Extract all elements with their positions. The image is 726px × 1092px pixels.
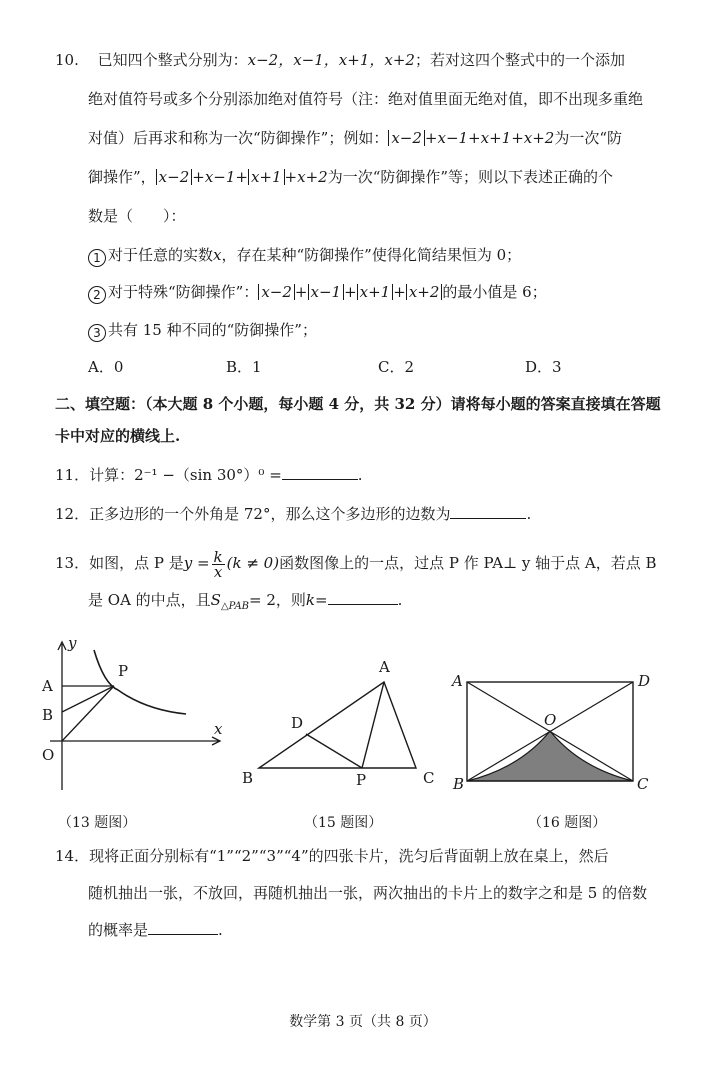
q10-line4 [88, 167, 613, 187]
figure-15-caption: （15 题图） [304, 815, 383, 831]
q10-statement-1 [88, 245, 521, 267]
period: . [218, 921, 223, 939]
q13-text: 函数图像上的一点，过点 P 作 PA⊥ y 轴于点 A，若点 B [279, 554, 657, 572]
q14-line3 [88, 920, 223, 940]
segment-bp [62, 686, 114, 712]
label-y: y [68, 634, 77, 652]
q10-text: 御操作”， [88, 168, 156, 186]
abs-expression: x−1 [308, 284, 345, 300]
q14-text: 现将正面分别标有“1”“2”“3”“4”的四张卡片，洗匀后背面朝上放在桌上，然后 [89, 847, 609, 865]
q12-text: 正多边形的一个外角是 72°，那么这个多边形的边数为 [89, 505, 451, 523]
q10-text: 已知四个整式分别为： [97, 51, 248, 69]
label-a: A [379, 658, 390, 676]
q10-statement-3 [88, 320, 317, 342]
plus-sign: + [344, 283, 357, 301]
abs-expression: x−2 [388, 130, 425, 146]
q12 [55, 504, 531, 524]
figure-15 [236, 650, 446, 800]
answer-blank[interactable] [328, 590, 398, 605]
label-a: A [42, 677, 53, 695]
answer-blank[interactable] [282, 465, 358, 480]
q14-line2: 随机抽出一张，不放回，再随机抽出一张，两次抽出的卡片上的数字之和是 5 的倍数 [88, 884, 648, 902]
q11 [55, 465, 363, 485]
abs-expression: x+2 [406, 284, 443, 300]
period: . [526, 505, 532, 523]
q12-number: 12． [55, 505, 90, 523]
q13-text: 是 OA 的中点，且 [88, 591, 211, 609]
label-b: B [242, 769, 254, 787]
q13-line2 [88, 590, 402, 617]
option-b: B．1 [226, 358, 262, 376]
section-heading: 二、填空题：（本大题 8 个小题，每小题 4 分，共 32 分）请将每小题的答案直接填在答题 [55, 395, 661, 413]
function-lhs: y = [183, 554, 210, 572]
hyperbola-curve [94, 650, 186, 714]
q10-text: ；若对这四个整式中的一个添加 [414, 51, 625, 69]
q13-number: 13． [55, 554, 90, 572]
statement-text: 的最小值是 6； [442, 283, 547, 301]
fraction-denominator: x [213, 562, 223, 581]
circled-number: 1 [88, 249, 106, 267]
period: . [357, 466, 363, 484]
abs-expression: x−2 [258, 284, 295, 300]
statement-text: ，存在某种“防御操作”使得化简结果恒为 0； [221, 246, 522, 264]
q10-line1 [55, 50, 625, 70]
figure-16 [448, 664, 663, 799]
circled-number: 3 [88, 324, 106, 342]
variable: x [213, 246, 222, 264]
label-b: B [453, 775, 465, 793]
label-d: D [638, 672, 651, 690]
label-b: B [42, 706, 54, 724]
q10-line2: 绝对值符号或多个分别添加绝对值符号（注：绝对值里面无绝对值，即不出现多重绝 [88, 90, 644, 108]
fraction-numerator: k [213, 547, 223, 566]
q10-text: 为一次“防御操作”等；则以下表述正确的个 [327, 168, 614, 186]
option-c: C．2 [378, 358, 415, 376]
abs-expression: x−2 [156, 169, 193, 185]
label-p: P [356, 771, 367, 789]
abs-expression: x+1 [248, 169, 285, 185]
label-c: C [637, 775, 649, 793]
label-c: C [423, 769, 435, 787]
label-d: D [291, 714, 304, 732]
q10-text: 为一次“防 [554, 129, 623, 147]
condition: (k ≠ 0) [226, 554, 280, 572]
shaded-region [467, 731, 633, 781]
q14-number: 14． [55, 847, 90, 865]
q11-text: 计算：2⁻¹ −（sin 30°）⁰ = [89, 466, 282, 484]
q13-text: 如图，点 P 是 [89, 554, 184, 572]
area-subscript: △PAB [220, 601, 250, 612]
q10-text: 对值）后再求和称为一次“防御操作”；例如： [88, 129, 389, 147]
q13-text: = 2，则 [249, 591, 306, 609]
figure-13 [28, 630, 238, 810]
figure-16-caption: （16 题图） [528, 815, 607, 831]
answer-blank[interactable] [450, 504, 526, 519]
page-footer: 数学第 3 页（共 8 页） [289, 1014, 437, 1030]
label-a: A [452, 672, 463, 690]
q14-text: 的概率是 [88, 921, 149, 939]
answer-blank[interactable] [148, 920, 218, 935]
q11-number: 11． [55, 466, 90, 484]
q10-statement-2 [88, 282, 547, 304]
label-x: x [214, 720, 223, 738]
option-d: D．3 [525, 358, 562, 376]
q13-line1 [55, 546, 657, 580]
option-a: A．0 [88, 358, 124, 376]
label-p: P [118, 662, 129, 680]
section-heading-cont: 卡中对应的横线上. [55, 427, 181, 445]
q10-expression: +x−1+x+1+x+2 [424, 129, 555, 147]
figure-13-caption: （13 题图） [58, 815, 137, 831]
statement-text: 对于特殊“防御操作”： [108, 283, 259, 301]
q10-number: 10. [55, 51, 79, 69]
circled-number: 2 [88, 286, 106, 304]
variable-k: k [305, 591, 316, 609]
segment-dp [306, 734, 362, 768]
statement-text: 对于任意的实数 [108, 246, 214, 264]
q14-line1 [55, 846, 609, 866]
abs-expression: x+1 [357, 284, 394, 300]
statement-text: 共有 15 种不同的“防御操作”； [108, 321, 317, 339]
period: . [397, 591, 403, 609]
label-o: O [42, 746, 55, 764]
plus-sign: + [294, 283, 308, 301]
triangle-abc [259, 682, 416, 768]
area-symbol: S [210, 591, 221, 609]
q10-expression: +x+2 [284, 168, 328, 186]
q10-expression: +x−1+ [192, 168, 248, 186]
segment-op [62, 686, 114, 741]
label-o: O [544, 711, 557, 729]
q10-expressions: x−2，x−1，x+1，x+2 [247, 51, 415, 69]
q10-line3 [88, 128, 622, 148]
fraction-k-over-x [212, 547, 225, 581]
plus-sign: + [393, 283, 406, 301]
equals: = [315, 591, 328, 609]
q10-line5: 数是（ ）： [88, 207, 186, 225]
